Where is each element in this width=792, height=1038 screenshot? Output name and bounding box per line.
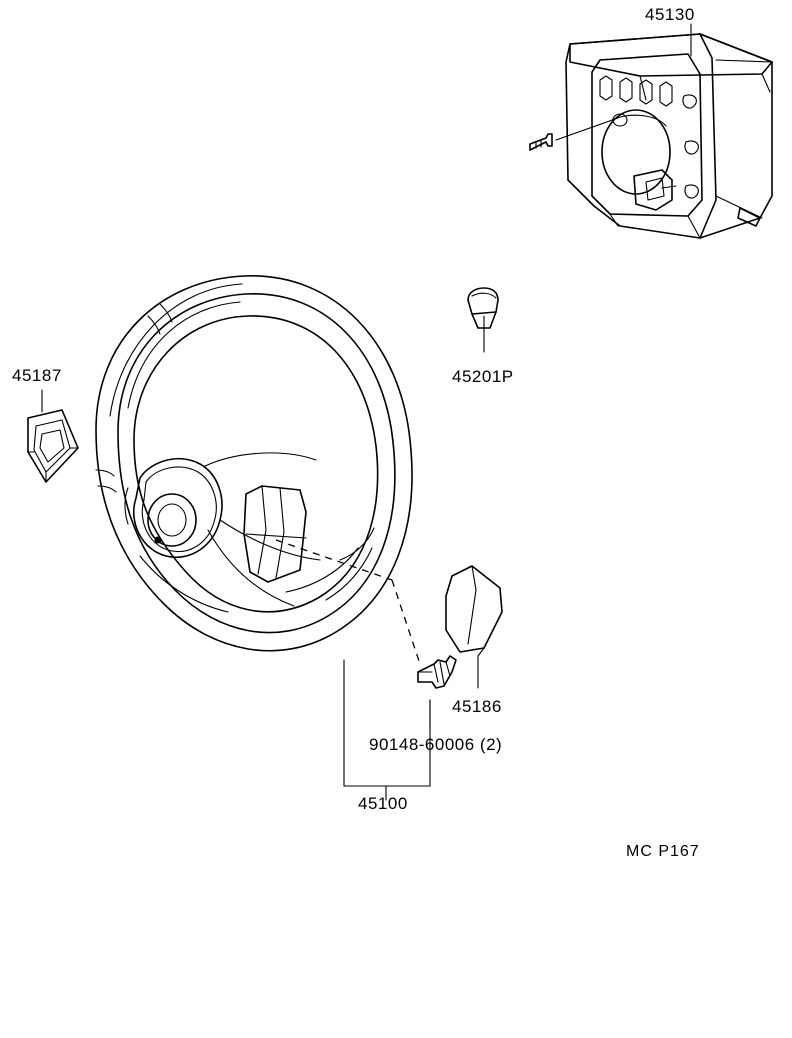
part-drawing-45201p [468,288,498,352]
part-drawing-45186 [446,566,502,688]
part-drawing-90148 [418,656,456,730]
part-drawing-45130 [530,24,772,238]
part-label-45187: 45187 [12,366,62,385]
part-label-45100: 45100 [358,794,408,813]
part-label-45201p: 45201P [452,367,514,386]
part-label-45186: 45186 [452,697,502,716]
diagram-footer-code: MC P167 [626,843,700,860]
part-label-90148: 90148-60006 (2) [369,735,503,754]
part-label-45130: 45130 [645,5,695,24]
part-drawing-45100 [96,276,430,800]
part-drawing-45187 [28,390,78,482]
